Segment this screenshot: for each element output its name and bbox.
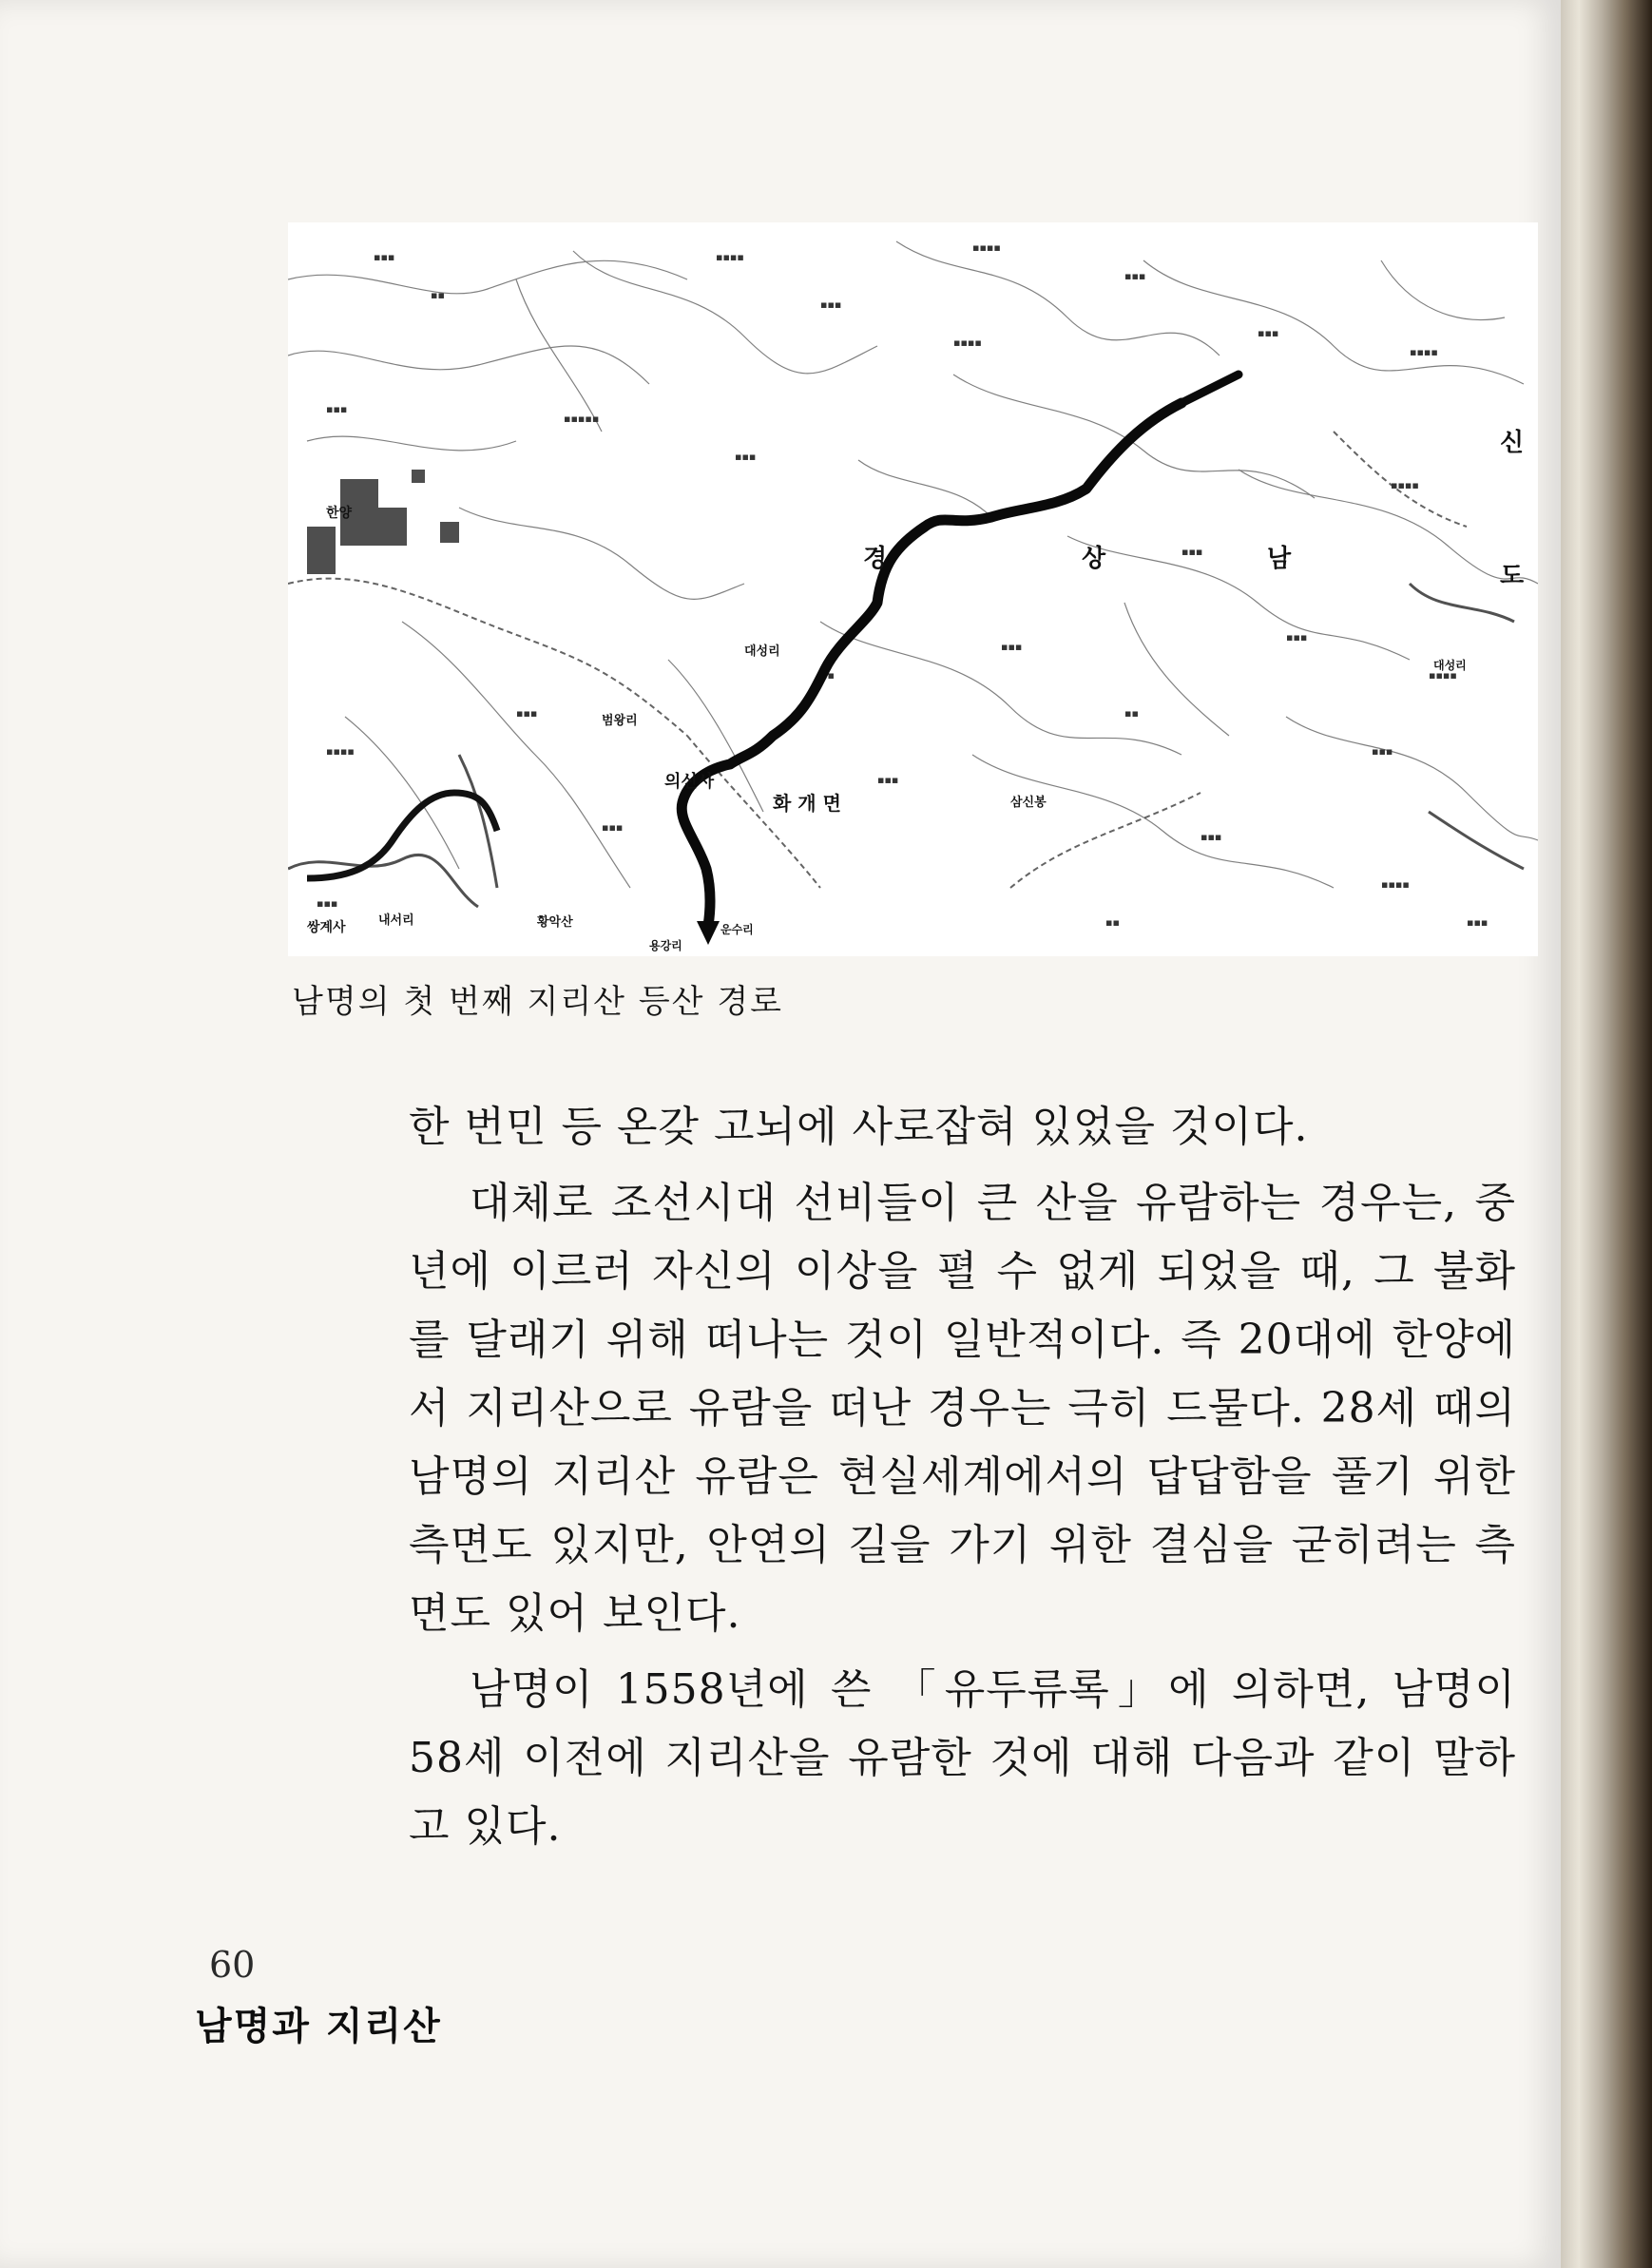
map-label-ssangyesa: 쌍계사: [307, 920, 346, 935]
svg-text:▪▪▪: ▪▪▪: [1124, 270, 1146, 282]
svg-text:▪▪▪: ▪▪▪: [1001, 641, 1023, 653]
paragraph: 대체로 조선시대 선비들이 큰 산을 유람하는 경우는, 중년에 이르러 자신의 이상을 펼 수 없게 되었을 때, 그 불화를 달래기 위해 떠나는 것이 일반적이다. 즉 20대에 한양에서 지리산으로 유람을 떠난 경우는 극히 드물다. 28세 때의 남명의 지리산 유람은 현실세계에서의 답답함을 풀기 위한 측면도 있지만, 안연의 길을 가기 위한 결심을 굳히려는 측면도 있어 보인다.: [409, 1179, 1516, 1638]
svg-text:▪▪▪: ▪▪▪: [1201, 831, 1222, 843]
svg-text:▪▪▪▪▪: ▪▪▪▪▪: [564, 413, 600, 425]
map-label-sang: 상: [1082, 545, 1106, 573]
svg-text:▪▪▪▪: ▪▪▪▪: [326, 745, 355, 758]
svg-text:▪▪▪: ▪▪▪: [602, 821, 624, 834]
svg-text:▪▪▪▪: ▪▪▪▪: [972, 241, 1001, 254]
svg-text:▪▪: ▪▪: [431, 289, 445, 301]
map-label-hanyang: 한양: [326, 506, 353, 521]
svg-text:▪▪▪: ▪▪▪: [735, 451, 757, 463]
map-label-uisinsa: 의신사: [664, 772, 715, 792]
map-label-beomwangri: 범왕리: [602, 714, 638, 728]
map-rivers: [288, 584, 1524, 907]
map-label-sin: 신: [1500, 429, 1525, 457]
page-number: 60: [209, 1944, 256, 1986]
body-text: [409, 1093, 1516, 1869]
map-label-hwangaksan: 황악산: [537, 915, 573, 930]
svg-text:▪▪▪▪: ▪▪▪▪: [716, 251, 744, 263]
route-arrow-icon: [697, 921, 720, 945]
figure-caption: 남명의 첫 번째 지리산 등산 경로: [292, 983, 784, 1021]
map-label-naeseori: 내서리: [378, 913, 414, 928]
svg-text:▪▪▪▪: ▪▪▪▪: [1429, 669, 1457, 682]
running-title: 남명과 지리산: [195, 2005, 442, 2048]
secondary-route-left: [307, 793, 497, 878]
map-label-samsinbong: 삼신봉: [1010, 796, 1047, 810]
svg-text:▪▪▪▪: ▪▪▪▪: [1391, 479, 1419, 491]
svg-text:▪▪▪▪: ▪▪▪▪: [1410, 346, 1438, 358]
paragraph: 한 번민 등 온갖 고뇌에 사로잡혀 있었을 것이다.: [409, 1103, 1309, 1151]
map-label-hwagaemyeon: 화 개 면: [773, 792, 841, 815]
map-town-cluster: [307, 470, 459, 574]
map-label-yongganri: 용강리: [649, 939, 682, 952]
book-page-edge: [1561, 0, 1652, 2268]
svg-text:▪▪▪: ▪▪▪: [516, 707, 538, 720]
svg-text:▪▪: ▪▪: [1105, 916, 1120, 929]
map-drawing: [288, 222, 1538, 956]
svg-text:▪▪▪: ▪▪▪: [820, 298, 842, 311]
svg-text:▪▪▪: ▪▪▪: [374, 251, 395, 263]
map-label-gyeong: 경: [863, 545, 888, 573]
svg-text:▪▪▪: ▪▪▪: [1181, 546, 1203, 558]
svg-text:▪▪: ▪▪: [1124, 707, 1139, 720]
map-label-unsuri: 운수리: [720, 923, 754, 936]
svg-text:▪▪▪▪: ▪▪▪▪: [953, 336, 982, 349]
svg-text:▪▪▪: ▪▪▪: [317, 897, 338, 910]
svg-text:▪▪▪: ▪▪▪: [1372, 745, 1393, 758]
map-label-nam: 남: [1267, 545, 1292, 573]
svg-text:▪▪▪: ▪▪▪: [1258, 327, 1279, 339]
route-top-segment: [1181, 375, 1239, 403]
paragraph: 남명이 1558년에 쓴 「유두류록」에 의하면, 남명이 58세 이전에 지리산을 유람한 것에 대해 다음과 같이 말하고 있다.: [409, 1665, 1516, 1851]
route-map: [288, 222, 1538, 956]
hiking-route: [682, 403, 1181, 926]
svg-text:▪▪▪▪: ▪▪▪▪: [1381, 878, 1410, 891]
svg-text:▪▪▪: ▪▪▪: [1286, 631, 1308, 644]
map-roads: [288, 432, 1467, 888]
svg-text:▪▪▪: ▪▪▪: [877, 774, 899, 786]
map-label-daeseongri2: 대성리: [1433, 659, 1467, 672]
map-label-daeseongri: 대성리: [744, 644, 780, 659]
svg-text:▪▪: ▪▪: [820, 669, 835, 682]
svg-text:▪▪▪: ▪▪▪: [1467, 916, 1489, 929]
svg-text:▪▪▪: ▪▪▪: [326, 403, 348, 415]
map-label-do: 도: [1500, 562, 1525, 590]
